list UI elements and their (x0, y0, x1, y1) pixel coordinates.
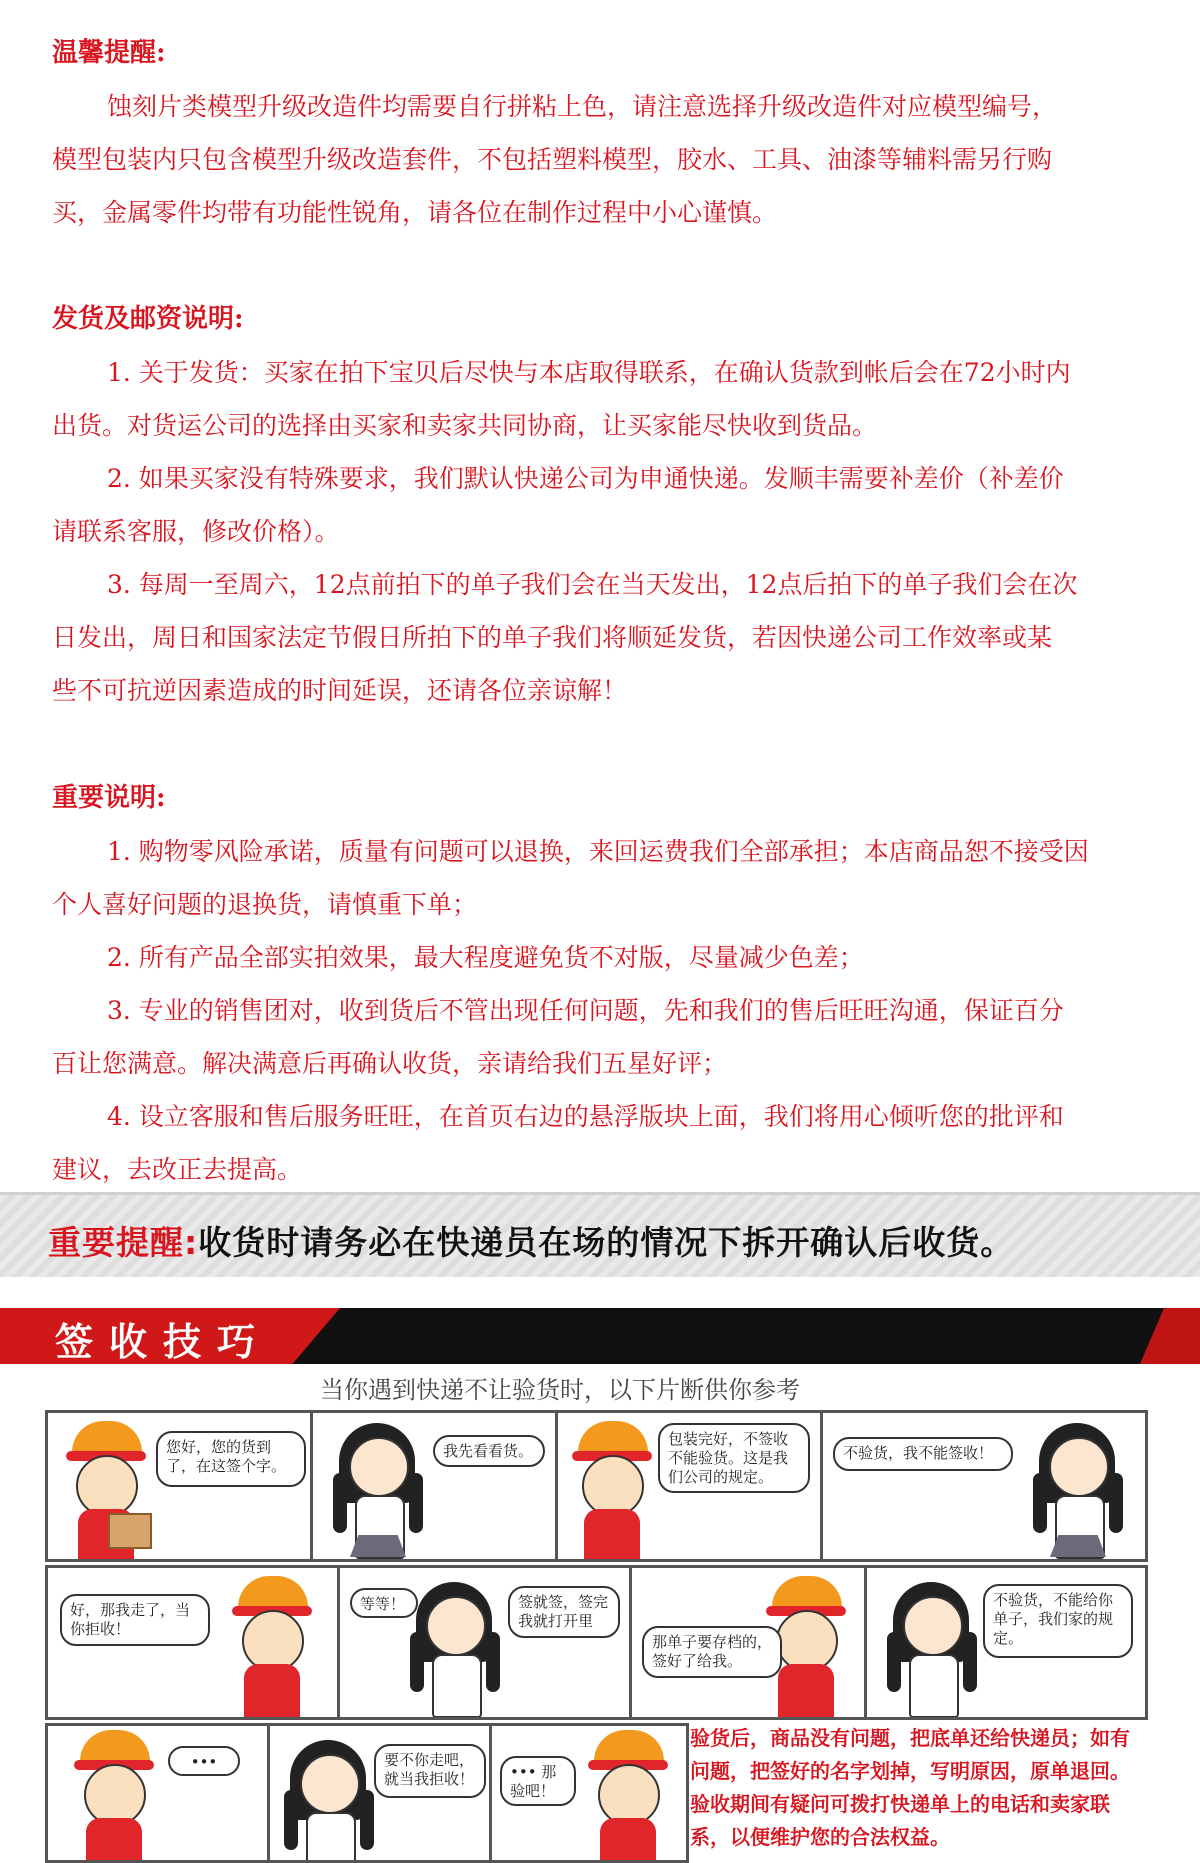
important-line: 个人喜好问题的退换货，请慎重下单； (52, 890, 478, 919)
speech-bubble: 好，那我走了，当你拒收！ (60, 1594, 210, 1646)
section-title: 签收技巧 (55, 1320, 272, 1364)
girl-icon (333, 1423, 423, 1562)
important-section (52, 772, 1142, 1196)
comic-panel-6 (337, 1565, 632, 1720)
tips-line: 蚀刻片类模型升级改造件均需要自行拼粘上色，请注意选择升级改造件对应模型编号， (107, 92, 1058, 121)
banner-text (48, 1217, 1014, 1264)
delivery-instructions: 验货后，商品没有问题，把底单还给快递员；如有问题，把签好的名字划掉，写明原因，原单退回。验收期间有疑问可拨打快递单上的电话和卖家联系，以便维护您的合法权益。 (690, 1726, 1130, 1849)
shipping-line: 些不可抗逆因素造成的时间延误，还请各位亲谅解！ (52, 676, 628, 705)
comic-panel-2 (310, 1410, 558, 1562)
banner-red-text: 重要提醒: (48, 1223, 199, 1262)
speech-bubble: ••• 那验吧！ (500, 1756, 576, 1806)
comic-panel-3 (555, 1410, 823, 1562)
tips-line: 模型包装内只包含模型升级改造套件，不包括塑料模型，胶水、工具、油漆等辅料需另行购 (52, 145, 1053, 174)
shipping-line: 1. 关于发货：买家在拍下宝贝后尽快与本店取得联系，在确认货款到帐后会在72小时内 (107, 358, 1071, 387)
courier-icon (584, 1730, 674, 1863)
courier-icon (62, 1421, 152, 1561)
important-banner (0, 1192, 1200, 1277)
important-line: 3. 专业的销售团对，收到货后不管出现任何问题，先和我们的售后旺旺沟通，保证百分 (107, 996, 1064, 1025)
courier-icon (228, 1576, 318, 1716)
speech-bubble: 包装完好，不签收不能验货。这是我们公司的规定。 (658, 1423, 810, 1493)
shipping-section (52, 293, 1142, 717)
comic-subtitle: 当你遇到快递不让验货时，以下片断供你参考 (320, 1376, 800, 1404)
courier-icon (70, 1730, 160, 1863)
shipping-line: 日发出，周日和国家法定节假日所拍下的单子我们将顺延发货，若因快递公司工作效率或某 (52, 623, 1053, 652)
speech-bubble: ••• (168, 1746, 240, 1776)
banner-black-text: 收货时请务必在快递员在场的情况下拆开确认后收货。 (198, 1223, 1015, 1262)
speech-bubble: 那单子要存档的，签好了给我。 (642, 1626, 782, 1678)
comic-panel-5 (45, 1565, 340, 1720)
girl-icon (1033, 1423, 1123, 1562)
courier-icon (568, 1421, 658, 1561)
speech-bubble: 不验货，不能给你单子，我们家的规定。 (983, 1584, 1133, 1658)
tips-line: 买，金属零件均带有功能性锐角，请各位在制作过程中小心谨慎。 (52, 198, 778, 227)
speech-bubble: 签就签，签完我就打开里 (508, 1586, 620, 1638)
important-line: 百让您满意。解决满意后再确认收货，亲请给我们五星好评； (52, 1049, 728, 1078)
comic-panel-10 (267, 1723, 492, 1863)
shipping-line: 2. 如果买家没有特殊要求，我们默认快递公司为申通快递。发顺丰需要补差价（补差价 (107, 464, 1064, 493)
comic-panel-1 (45, 1410, 313, 1562)
important-title: 重要说明: (52, 783, 166, 813)
speech-bubble: 要不你走吧，就当我拒收！ (374, 1744, 486, 1798)
girl-icon (410, 1582, 500, 1720)
tips-section (52, 27, 1142, 239)
shipping-line: 出货。对货运公司的选择由买家和卖家共同协商，让买家能尽快收到货品。 (52, 411, 878, 440)
shipping-line: 3. 每周一至周六，12点前拍下的单子我们会在当天发出，12点后拍下的单子我们会在次 (107, 570, 1078, 599)
comic-panel-7 (629, 1565, 867, 1720)
comic-panel-4 (820, 1410, 1148, 1562)
important-line: 建议，去改正去提高。 (52, 1155, 303, 1184)
important-line: 4. 设立客服和售后服务旺旺，在首页右边的悬浮版块上面，我们将用心倾听您的批评和 (107, 1102, 1064, 1131)
speech-bubble: 您好，您的货到了，在这签个字。 (156, 1431, 306, 1487)
tips-title: 温馨提醒: (52, 38, 166, 68)
speech-bubble: 我先看看货。 (433, 1435, 545, 1467)
comic-panel-9 (45, 1723, 270, 1863)
comic-panel-8 (864, 1565, 1148, 1720)
girl-icon (284, 1740, 374, 1863)
comic-panel-11 (489, 1723, 689, 1863)
speech-bubble: 不验货，我不能签收！ (833, 1437, 1013, 1471)
important-line: 2. 所有产品全部实拍效果，最大程度避免货不对版，尽量减少色差； (107, 943, 864, 972)
shipping-line: 请联系客服，修改价格）。 (52, 517, 340, 546)
shipping-title: 发货及邮资说明: (52, 304, 244, 334)
important-line: 1. 购物零风险承诺，质量有问题可以退换，来回运费我们全部承担；本店商品恕不接受因 (107, 837, 1089, 866)
speech-bubble: 等等！ (350, 1588, 418, 1618)
girl-icon (887, 1582, 977, 1720)
